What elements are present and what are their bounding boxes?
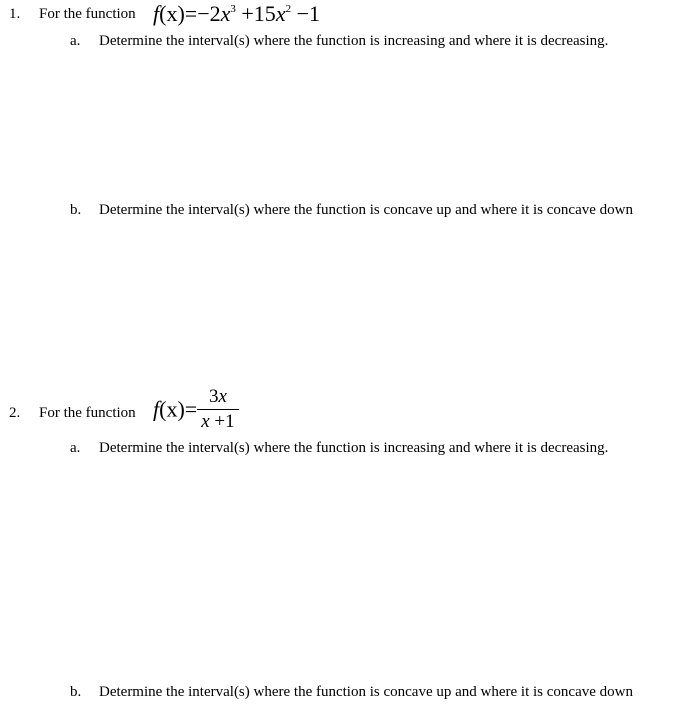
expr-exp-2: 2 — [285, 3, 292, 15]
problem-2b-letter: b. — [70, 684, 82, 700]
function-name: f — [153, 1, 160, 26]
expr-var-2: x — [275, 1, 286, 26]
fraction — [197, 387, 238, 432]
problem-2-number: 2. — [9, 405, 21, 421]
problem-2-function — [153, 387, 239, 432]
problem-1-number: 1. — [9, 6, 21, 22]
denominator-rest: +1 — [209, 411, 235, 432]
expr-term-2: +15 — [235, 1, 276, 26]
problem-2-intro: For the function — [39, 405, 136, 421]
problem-2a-letter: a. — [70, 440, 81, 456]
problem-2a-text: Determine the interval(s) where the function is increasing and where it is decreasing. — [99, 440, 609, 456]
expr-term-3: −1 — [291, 1, 320, 26]
denominator — [197, 410, 238, 432]
numerator-coef: 3 — [208, 386, 219, 407]
numerator-var: x — [218, 386, 227, 407]
problem-1a-letter: a. — [70, 33, 81, 49]
equals-sign: = — [184, 396, 198, 422]
expr-exp-1: 3 — [230, 3, 236, 15]
problem-2b-text: Determine the interval(s) where the function is concave up and where it is concave down — [99, 684, 633, 700]
problem-1-function — [153, 1, 320, 27]
denominator-var: x — [201, 411, 210, 432]
equals-sign: = — [184, 1, 198, 26]
problem-1a-text: Determine the interval(s) where the function is increasing and where it is decreasing. — [99, 33, 609, 49]
function-name: f — [153, 396, 160, 422]
function-arg: (x) — [159, 1, 185, 26]
problem-1b-letter: b. — [70, 202, 82, 218]
function-arg: (x) — [159, 396, 185, 422]
problem-1b-text: Determine the interval(s) where the function is concave up and where it is concave down — [99, 202, 633, 218]
expr-var-1: x — [220, 1, 231, 26]
numerator — [197, 387, 238, 410]
expr-term-1: −2 — [197, 1, 221, 26]
problem-1-intro: For the function — [39, 6, 136, 22]
